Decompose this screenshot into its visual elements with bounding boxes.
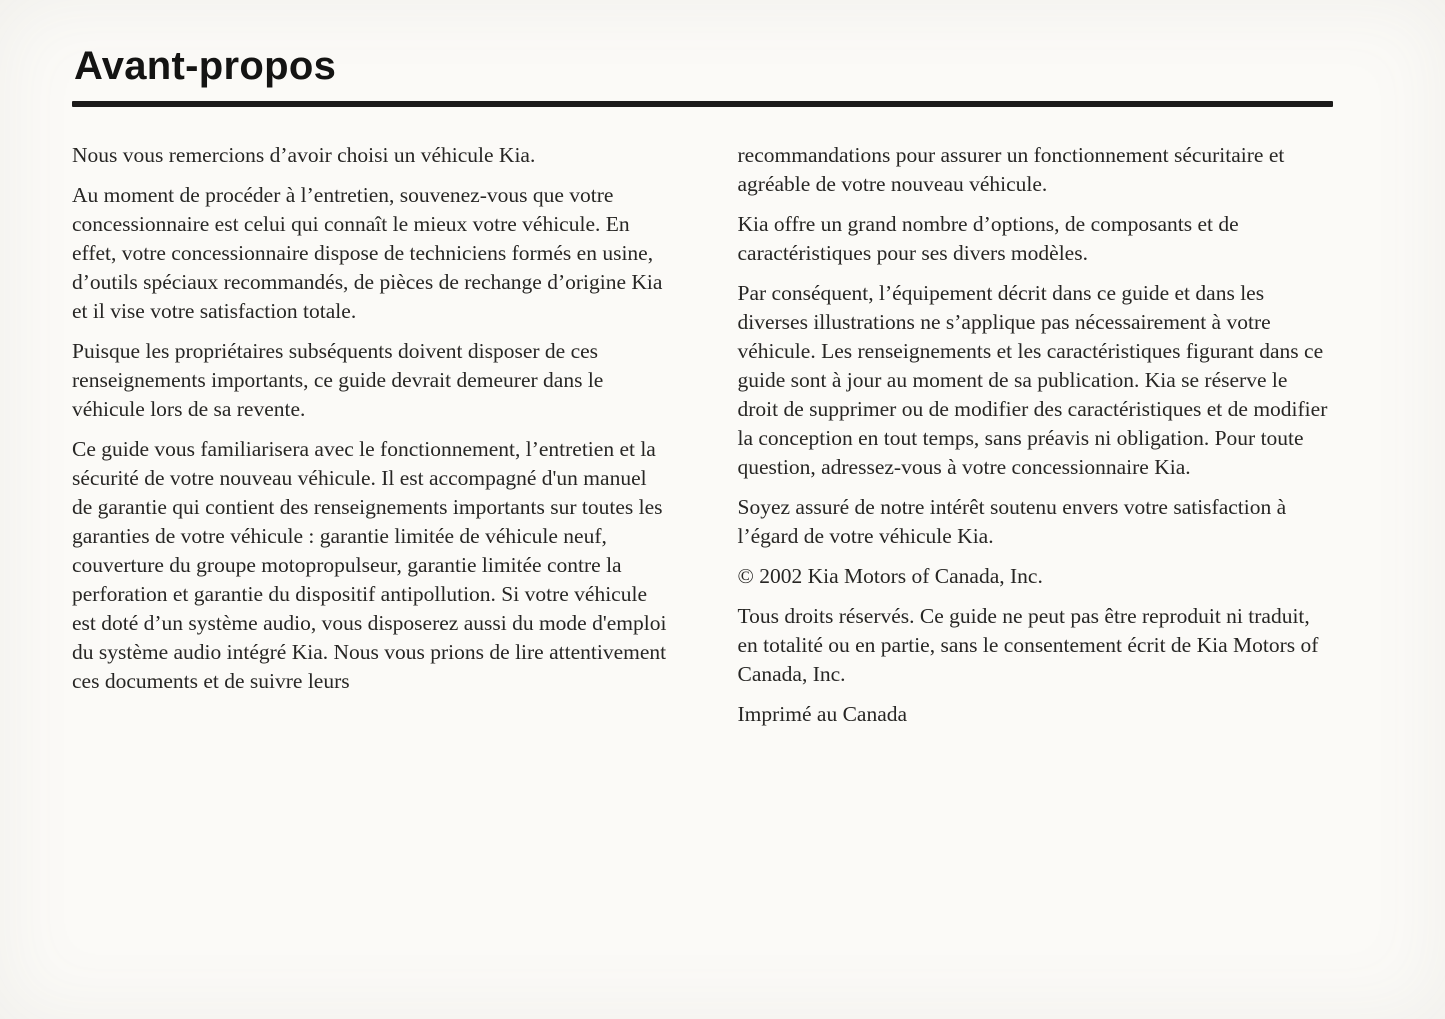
title-divider-rule: [72, 101, 1333, 107]
paragraph: Ce guide vous familiarisera avec le fonctionnement, l’entretien et la sécurité de votre nouveau véhicule. Il est accompagné d'un manuel de garantie qui contient des renseignements importants sur toutes les garanties de votre véhicule : garantie limitée de véhicule neuf, couverture du groupe motopropulseur, garantie limitée contre la perforation et garantie du dispositif antipollution. Si votre véhicule est doté d’un système audio, vous disposerez aussi du mode d'emploi du système audio intégré Kia. Nous vous prions de lire attentivement ces documents et de suivre leurs: [72, 437, 667, 693]
text-columns: [72, 141, 1333, 740]
paragraph: recommandations pour assurer un fonctionnement sécuritaire et agréable de votre nouveau véhicule.: [737, 143, 1285, 196]
paragraph: Kia offre un grand nombre d’options, de composants et de caractéristiques pour ses divers modèles.: [737, 212, 1239, 265]
page-title: Avant-propos: [74, 44, 337, 88]
right-column: [738, 141, 1334, 740]
left-column: [72, 141, 668, 740]
paragraph: Au moment de procéder à l’entretien, souvenez-vous que votre concessionnaire est celui qui connaît le mieux votre véhicule. En effet, votre concessionnaire dispose de techniciens formés en usine, d’outils spéciaux recommandés, de pièces de rechange d’origine Kia et il vise votre satisfaction totale.: [72, 183, 663, 323]
paragraph: Par conséquent, l’équipement décrit dans ce guide et dans les diverses illustrations ne s’applique pas nécessairement à votre véhicule. Les renseignements et les caractéristiques figurant dans ce guide sont à jour au moment de sa publication. Kia se réserve le droit de supprimer ou de modifier des caractéristiques et de modifier la conception en tout temps, sans préavis ni obligation. Pour toute question, adressez-vous à votre concessionnaire Kia.: [737, 281, 1328, 479]
rights-reserved-paragraph: Tous droits réservés. Ce guide ne peut pas être reproduit ni traduit, en totalité ou en partie, sans le consentement écrit de Kia Motors of Canada, Inc.: [737, 604, 1319, 686]
printed-in-canada-line: Imprimé au Canada: [737, 702, 908, 726]
paragraph: Puisque les propriétaires subséquents doivent disposer de ces renseignements importants, ce guide devrait demeurer dans le véhicule lors de sa revente.: [72, 339, 604, 421]
paragraph: Soyez assuré de notre intérêt soutenu envers votre satisfaction à l’égard de votre véhicule Kia.: [737, 495, 1287, 548]
paragraph: Nous vous remercions d’avoir choisi un véhicule Kia.: [72, 143, 536, 167]
copyright-line: © 2002 Kia Motors of Canada, Inc.: [737, 564, 1043, 588]
